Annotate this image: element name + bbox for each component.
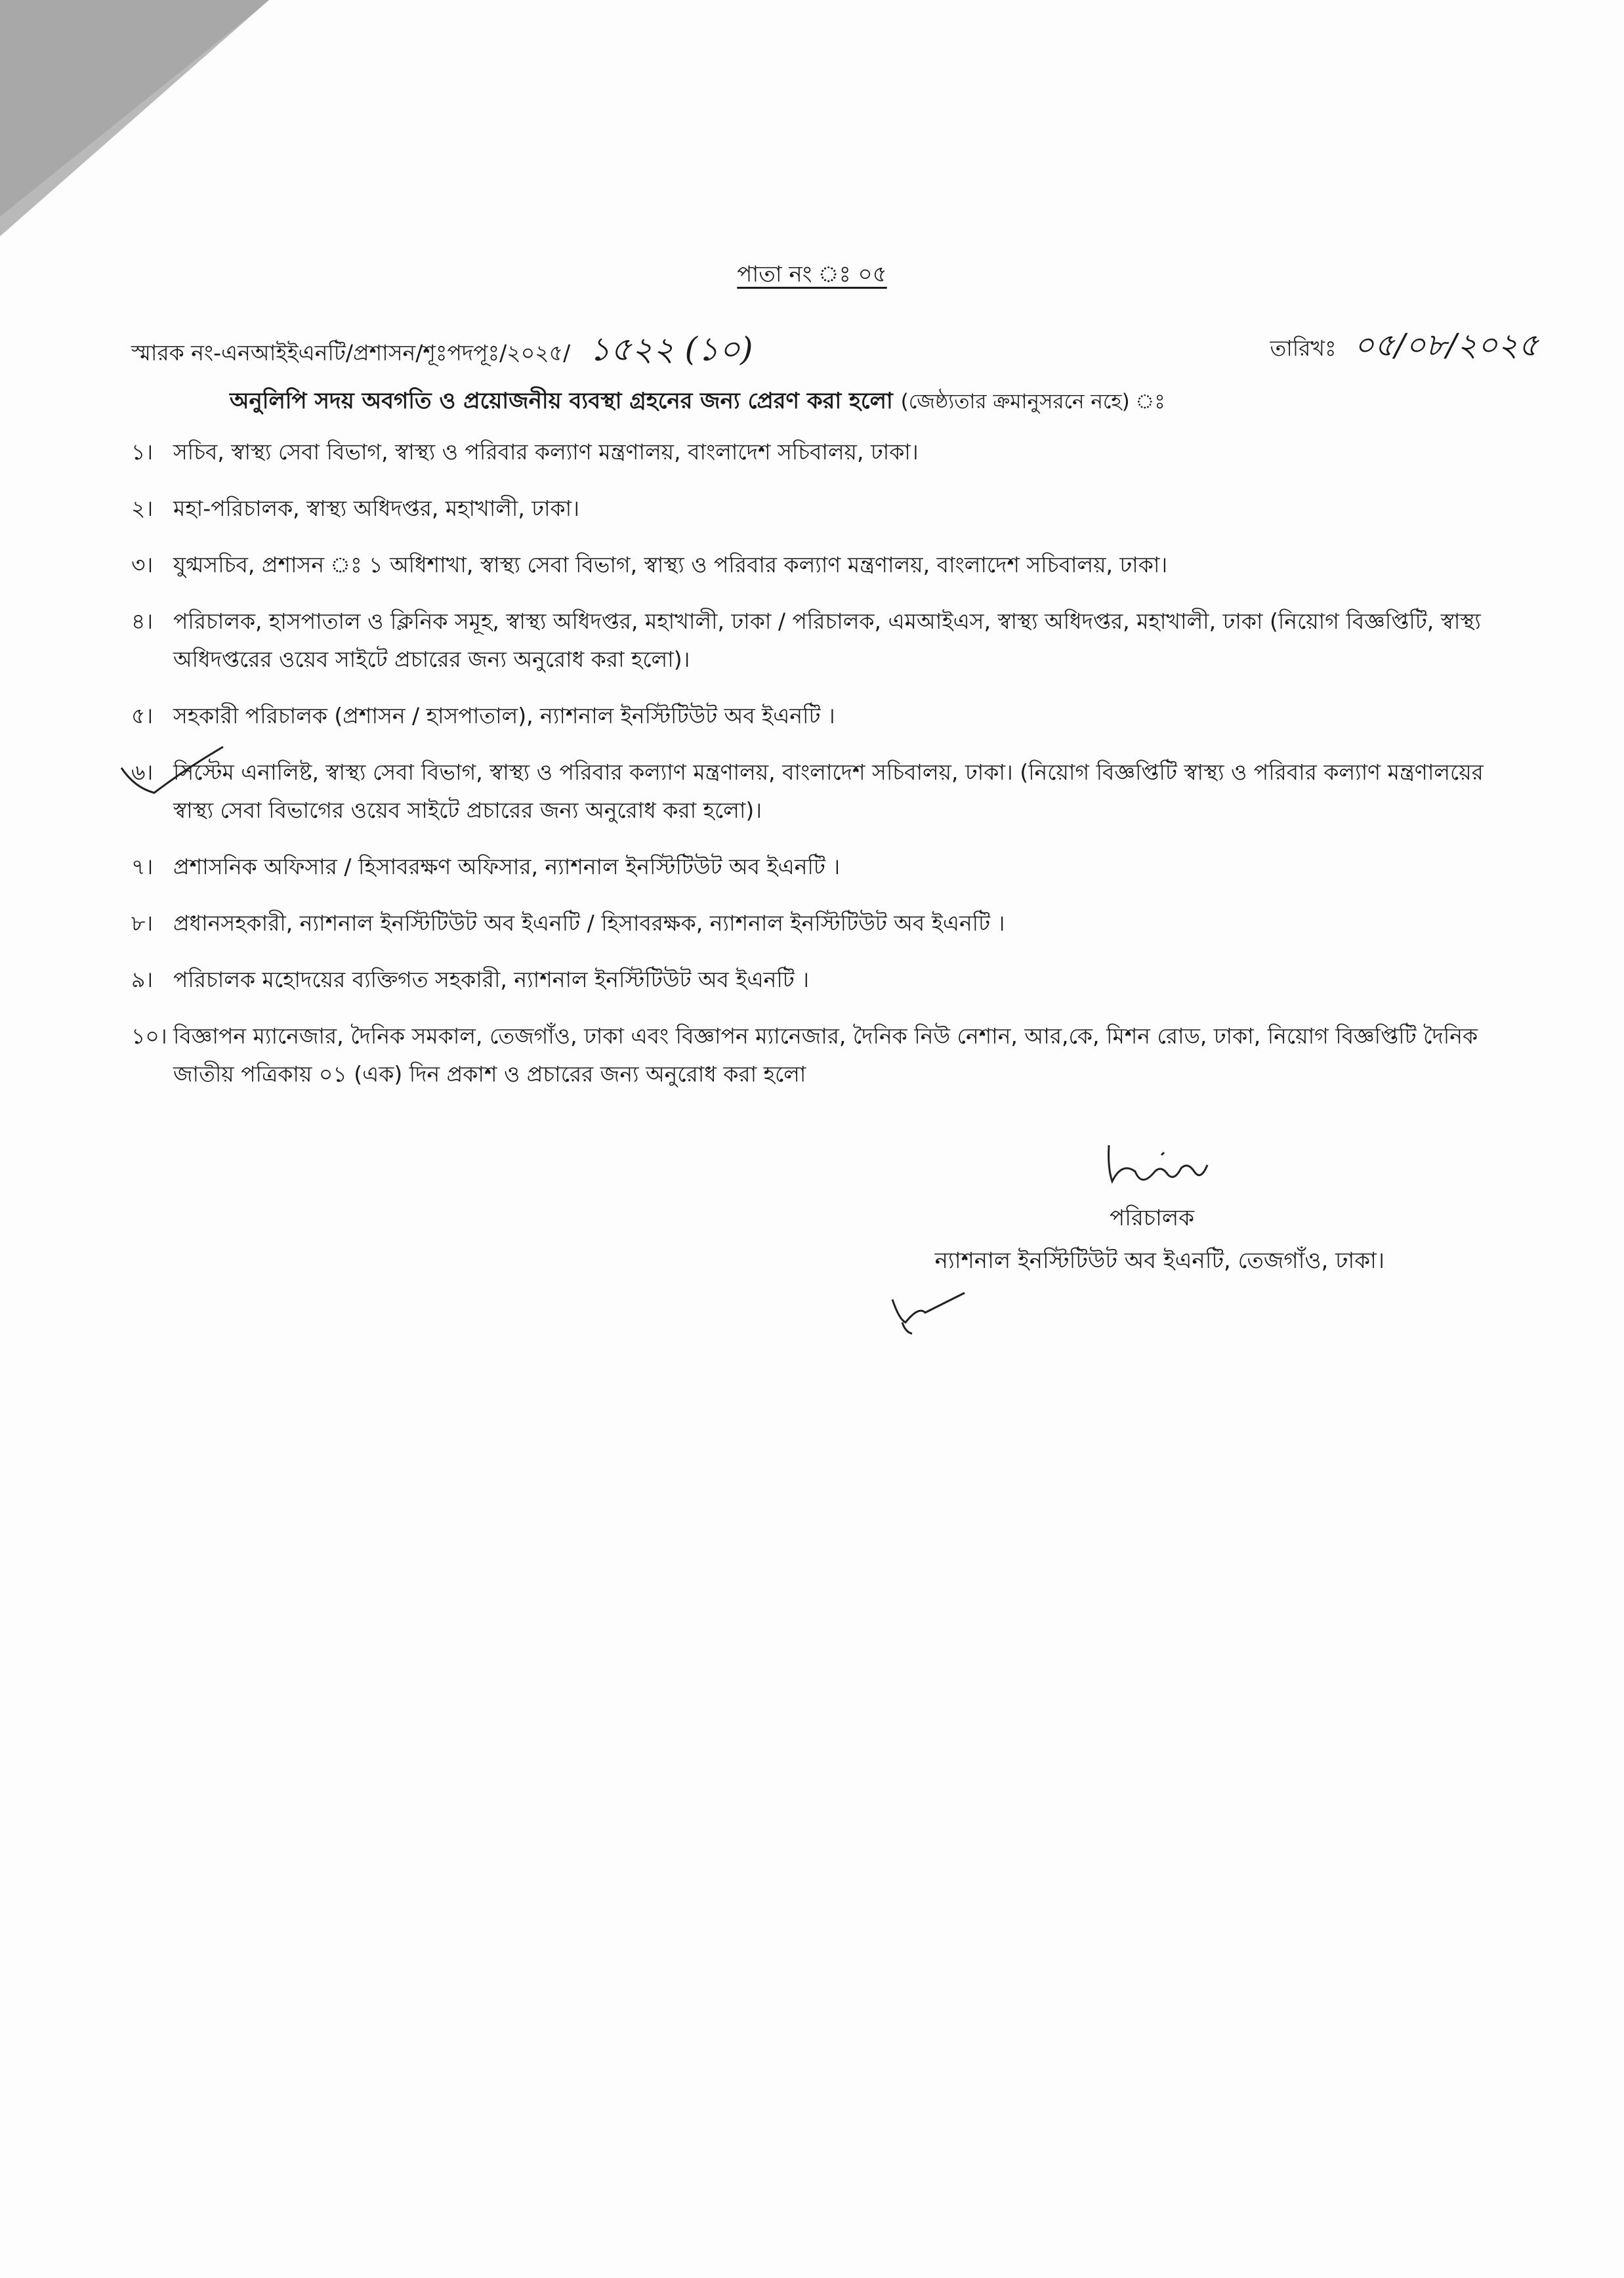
recipient-text: পরিচালক মহোদয়ের ব্যক্তিগত সহকারী, ন্যাশনাল ইনস্টিটিউট অব ইএনটি । [173, 967, 810, 992]
initials-mark [886, 1286, 971, 1339]
copy-distribution-intro [230, 384, 1165, 421]
date-handwritten: ০৫/০৮/২০২৫ [1354, 327, 1539, 364]
recipient-number: ৭। [131, 854, 154, 879]
recipient-number: ৯। [131, 967, 154, 992]
recipient-text: সচিব, স্বাস্থ্য সেবা বিভাগ, স্বাস্থ্য ও পরিবার কল্যাণ মন্ত্রণালয়, বাংলাদেশ সচিবালয়, ঢাকা। [173, 439, 919, 465]
memo-date [1270, 322, 1539, 373]
recipient-text: সহকারী পরিচালক (প্রশাসন / হাসপাতাল), ন্যাশনাল ইনস্টিটিউট অব ইএনটি । [173, 703, 835, 728]
recipient-item [131, 753, 1522, 830]
date-label: তারিখঃ [1270, 335, 1337, 361]
recipient-text: প্রশাসনিক অফিসার / হিসাবরক্ষণ অফিসার, ন্যাশনাল ইনস্টিটিউট অব ইএনটি । [173, 854, 841, 879]
recipient-item [131, 546, 1522, 584]
intro-main: অনুলিপি সদয় অবগতি ও প্রয়োজনীয় ব্যবস্থা গ্রহনের জন্য প্রেরণ করা হলো [230, 388, 893, 414]
recipient-item [131, 1017, 1522, 1093]
recipient-number: ৮। [131, 910, 154, 936]
recipient-number: ৩। [131, 552, 154, 578]
recipient-number: ১। [131, 439, 154, 465]
memo-printed: স্মারক নং-এনআইইএনটি/প্রশাসন/শূঃপদপূঃ/২০২৫/ [131, 340, 571, 366]
recipient-item [131, 602, 1522, 679]
recipient-text: মহা-পরিচালক, স্বাস্থ্য অধিদপ্তর, মহাখালী, ঢাকা। [173, 496, 580, 521]
recipient-number: ২। [131, 496, 154, 521]
recipient-item [131, 490, 1522, 528]
memo-handwritten: ১৫২২ (১০) [589, 330, 753, 368]
folded-corner [0, 0, 269, 236]
page-number: পাতা নং ঃ ০৫ [737, 261, 887, 287]
recipient-number: ৬। [131, 759, 154, 785]
signatory-organization: ন্যাশনাল ইনস্টিটিউট অব ইএনটি, তেজগাঁও, ঢাকা। [934, 1248, 1385, 1274]
recipient-text: বিজ্ঞাপন ম্যানেজার, দৈনিক সমকাল, তেজগাঁও, ঢাকা এবং বিজ্ঞাপন ম্যানেজার, দৈনিক নিউ নেশান, আর,কে, মিশন রোড, ঢাকা, নিয়োগ বিজ্ঞপ্তিটি দৈনিক জাতীয় পত্রিকায় ০১ (এক) দিন প্রকাশ ও প্রচারের জন্য অনুরোধ করা হলো [173, 1023, 1478, 1087]
recipient-item [131, 904, 1522, 942]
recipient-item [131, 697, 1522, 735]
recipient-number: ১০। [131, 1023, 167, 1049]
recipient-text: প্রধানসহকারী, ন্যাশনাল ইনস্টিটিউট অব ইএনটি / হিসাবরক্ষক, ন্যাশনাল ইনস্টিটিউট অব ইএনটি । [173, 910, 1005, 936]
recipient-list [131, 433, 1522, 1112]
intro-note: (জেষ্ঠ্যতার ক্রমানুসরনে নহে) ঃ [900, 390, 1165, 413]
recipient-text: যুগ্মসচিব, প্রশাসন ঃ ১ অধিশাখা, স্বাস্থ্য সেবা বিভাগ, স্বাস্থ্য ও পরিবার কল্যাণ মন্ত্রণালয়, বাংলাদেশ সচিবালয়, ঢাকা। [173, 552, 1168, 578]
recipient-item [131, 961, 1522, 999]
memo-number [131, 325, 753, 379]
director-signature [1096, 1135, 1214, 1194]
signatory-title: পরিচালক [1110, 1205, 1194, 1231]
recipient-item [131, 433, 1522, 471]
recipient-text: পরিচালক, হাসপাতাল ও ক্লিনিক সমূহ, স্বাস্থ্য অধিদপ্তর, মহাখালী, ঢাকা / পরিচালক, এমআইএস, স্বাস্থ্য অধিদপ্তর, মহাখালী, ঢাকা (নিয়োগ বিজ্ঞপ্তিটি, স্বাস্থ্য অধিদপ্তরের ওয়েব সাইটে প্রচারের জন্য অনুরোধ করা হলো)। [173, 608, 1481, 672]
checkmark-icon [115, 742, 226, 801]
recipient-number: ৫। [131, 703, 154, 728]
recipient-text: সিস্টেম এনালিষ্ট, স্বাস্থ্য সেবা বিভাগ, স্বাস্থ্য ও পরিবার কল্যাণ মন্ত্রণালয়, বাংলাদেশ সচিবালয়, ঢাকা। (নিয়োগ বিজ্ঞপ্তিটি স্বাস্থ্য ও পরিবার কল্যাণ মন্ত্রণালয়ের স্বাস্থ্য সেবা বিভাগের ওয়েব সাইটে প্রচারের জন্য অনুরোধ করা হলো)। [173, 759, 1484, 823]
recipient-number: ৪। [131, 608, 154, 634]
recipient-item [131, 848, 1522, 886]
